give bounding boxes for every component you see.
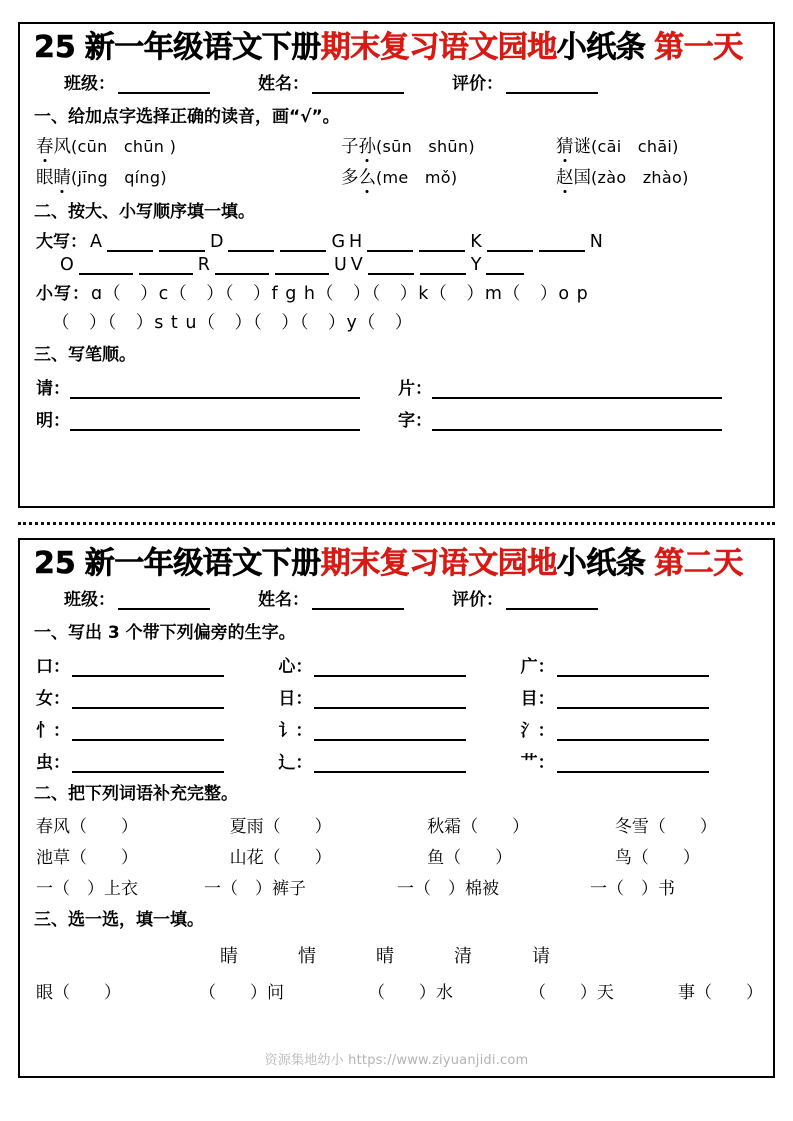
blank-item-shui[interactable]: （ ）水	[367, 982, 453, 1003]
word-item-chunfeng[interactable]: 春风（ ）	[36, 816, 138, 837]
letter-K: K	[470, 231, 482, 252]
letter-blank[interactable]	[79, 260, 133, 275]
q3-heading-day2: 三、选一选，填一填。	[34, 909, 204, 930]
dotted-cut-line	[18, 522, 775, 525]
radical-label: 艹：	[520, 752, 555, 773]
letter-blank[interactable]	[419, 237, 465, 252]
radical-blank[interactable]	[72, 660, 224, 677]
title-black-part-2: 小纸条	[556, 546, 646, 581]
pinyin-item-zhaoguo[interactable]	[556, 164, 756, 189]
radical-item-nv[interactable]	[36, 684, 278, 709]
pinyin-word: 眼睛	[36, 164, 71, 189]
pinyin-options[interactable]: (cāi chāi)	[591, 136, 679, 156]
measure-word-kuzi[interactable]: 一（ ）裤子	[204, 878, 306, 899]
letter-Y: Y	[470, 254, 482, 275]
pinyin-word: 春风	[36, 133, 71, 158]
radical-row-3	[30, 709, 763, 741]
title-red-day-label: 第一天	[654, 30, 743, 65]
stroke-order-item-zi[interactable]	[398, 406, 722, 431]
choice-char-qing-sunny[interactable]: 晴	[376, 945, 394, 967]
blank-item-shi[interactable]: 事（ ）	[678, 982, 764, 1003]
q1-heading-day2: 一、写出 3 个带下列偏旁的生字。	[34, 622, 296, 643]
radical-label: 虫：	[36, 752, 70, 773]
title-red-part-1: 期末复习语文园地	[320, 30, 557, 65]
stroke-order-blank[interactable]	[432, 414, 722, 431]
pinyin-word: 猜谜	[556, 133, 591, 158]
radical-label: 心：	[278, 656, 313, 677]
pinyin-options[interactable]: (sūn shūn)	[376, 136, 475, 156]
word-item-dongxue[interactable]: 冬雪（ ）	[614, 816, 717, 837]
letter-blank[interactable]	[539, 237, 585, 252]
letter-D: D	[209, 231, 224, 252]
student-info-row-day1	[30, 64, 763, 96]
letter-blank[interactable]	[420, 260, 466, 275]
radical-blank[interactable]	[314, 692, 466, 709]
pinyin-options[interactable]: (me mǒ)	[376, 167, 458, 187]
eval-label: 评价：	[452, 73, 503, 94]
radical-blank[interactable]	[557, 692, 709, 709]
watermark-text: 资源集地幼小 https://www.ziyuanjidi.com	[264, 1053, 529, 1068]
radical-label: 广：	[520, 656, 555, 677]
radical-item-caozitou[interactable]	[521, 748, 763, 773]
character-blank-row	[30, 968, 763, 1003]
letter-blank[interactable]	[368, 260, 414, 275]
radical-blank[interactable]	[72, 724, 224, 741]
worksheet-title-day2	[30, 546, 763, 580]
eval-label: 评价：	[452, 589, 503, 610]
word-item-niao[interactable]: 鸟（ ）	[614, 847, 700, 868]
word-completion-row-1	[30, 806, 763, 837]
radical-blank[interactable]	[314, 724, 466, 741]
letter-blank[interactable]	[215, 260, 269, 275]
pinyin-word: 赵国	[556, 164, 591, 189]
radical-item-ri[interactable]	[278, 684, 520, 709]
stroke-char-label: 请：	[36, 378, 70, 399]
class-label: 班级：	[64, 589, 115, 610]
title-red-part-1: 期末复习语文园地	[320, 546, 557, 581]
title-black-part-1: 新一年级语文下册	[84, 30, 321, 65]
student-info-row-day2	[30, 580, 763, 612]
cut-line-separator	[18, 508, 775, 538]
radical-label: 忄：	[36, 720, 70, 741]
stroke-char-label: 片：	[398, 378, 432, 399]
measure-word-mianbei[interactable]: 一（ ）棉被	[397, 878, 499, 899]
radical-item-shuxinpang[interactable]	[36, 716, 278, 741]
radical-item-chong[interactable]	[36, 748, 278, 773]
name-blank[interactable]	[312, 77, 404, 94]
pinyin-options[interactable]: (zào zhào)	[591, 167, 689, 187]
name-label: 姓名：	[258, 589, 309, 610]
title-number: 25	[34, 30, 76, 65]
letter-O: O	[60, 254, 74, 275]
blank-item-yan[interactable]: 眼（ ）	[36, 982, 121, 1003]
lowercase-sequence[interactable]: （ ）（ ）s t u（ ）（ ）（ ）y（ ）	[52, 312, 414, 333]
choice-char-qing-please[interactable]: 请	[532, 945, 550, 967]
uppercase-row-1	[30, 224, 763, 252]
letter-blank[interactable]	[159, 237, 205, 252]
radical-item-sandianshui[interactable]	[521, 716, 763, 741]
lowercase-row-1[interactable]	[30, 275, 763, 305]
letter-G: G	[331, 231, 346, 252]
radical-blank[interactable]	[314, 660, 466, 677]
class-label: 班级：	[64, 73, 115, 94]
q1-heading-day1: 一、给加点字选择正确的读音，画“√”。	[34, 106, 340, 127]
pinyin-options[interactable]: (jīng qíng)	[71, 167, 167, 187]
letter-blank[interactable]	[280, 237, 326, 252]
title-black-part-2: 小纸条	[556, 30, 646, 65]
q3-heading-day1: 三、写笔顺。	[34, 344, 136, 365]
eval-field[interactable]	[452, 69, 598, 94]
letter-H: H	[349, 231, 363, 252]
name-field[interactable]	[258, 69, 404, 94]
lowercase-row-2[interactable]	[30, 305, 763, 334]
pinyin-row-1	[30, 129, 763, 160]
q2-heading-day1: 二、按大、小写顺序填一填。	[34, 201, 255, 222]
measure-word-row	[30, 868, 763, 899]
stroke-order-item-qing[interactable]	[36, 374, 360, 399]
choice-char-jing-eye[interactable]: 睛	[220, 945, 238, 967]
radical-blank[interactable]	[72, 692, 224, 709]
radical-item-guang[interactable]	[521, 652, 763, 677]
blank-item-tian[interactable]: （ ）天	[528, 982, 614, 1003]
name-field[interactable]	[258, 585, 404, 610]
measure-word-shu[interactable]: 一（ ）书	[590, 878, 675, 899]
radical-blank[interactable]	[72, 756, 224, 773]
radical-row-2	[30, 677, 763, 709]
radical-label: 辶：	[278, 752, 313, 773]
letter-blank[interactable]	[487, 237, 533, 252]
pinyin-item-yanjing[interactable]	[36, 164, 341, 189]
eval-field[interactable]	[452, 585, 598, 610]
q2-heading-day2: 二、把下列词语补充完整。	[34, 783, 238, 804]
class-field[interactable]	[64, 69, 210, 94]
uppercase-row-2	[30, 252, 763, 275]
uppercase-label: 大写：	[36, 231, 87, 252]
stroke-order-item-pian[interactable]	[398, 374, 722, 399]
stroke-char-label: 明：	[36, 410, 70, 431]
radical-label: 氵：	[520, 720, 555, 741]
word-item-yu[interactable]: 鱼（ ）	[427, 847, 513, 868]
stroke-order-item-ming[interactable]	[36, 406, 360, 431]
letter-blank[interactable]	[367, 237, 413, 252]
choice-row-spacer	[30, 942, 220, 968]
radical-label: 女：	[36, 688, 70, 709]
choice-char-qing-feeling[interactable]: 情	[298, 945, 316, 967]
lowercase-sequence[interactable]: ɑ（ ）c（ ）（ ）f g h（ ）（ ）k（ ）m（ ）o p	[91, 283, 589, 304]
radical-item-kou[interactable]	[36, 652, 278, 677]
radical-label: 口：	[36, 656, 70, 677]
word-item-chicao[interactable]: 池草（ ）	[36, 847, 138, 868]
word-item-qiushuang[interactable]: 秋霜（ ）	[427, 816, 530, 837]
lowercase-label: 小写：	[36, 283, 90, 304]
radical-item-yanzipang[interactable]	[278, 716, 520, 741]
stroke-char-label: 字：	[398, 410, 432, 431]
worksheet-title-day1	[30, 30, 763, 64]
worksheet-card-day2	[18, 538, 775, 1078]
title-number: 25	[34, 546, 76, 581]
name-label: 姓名：	[258, 73, 309, 94]
stroke-order-row-1	[30, 367, 763, 399]
choice-char-qing-clear[interactable]: 清	[454, 945, 472, 967]
letter-blank[interactable]	[228, 237, 274, 252]
eval-blank[interactable]	[506, 593, 598, 610]
pinyin-row-2	[30, 160, 763, 191]
eval-blank[interactable]	[506, 77, 598, 94]
radical-label: 讠：	[278, 720, 313, 741]
letter-A: A	[90, 231, 102, 252]
letter-blank[interactable]	[275, 260, 329, 275]
word-item-xiayu[interactable]: 夏雨（ ）	[229, 816, 332, 837]
word-item-shanhua[interactable]: 山花（ ）	[229, 847, 332, 868]
radical-item-xin[interactable]	[278, 652, 520, 677]
radical-blank[interactable]	[557, 724, 709, 741]
stroke-order-blank[interactable]	[70, 382, 360, 399]
pinyin-item-chunfeng[interactable]	[36, 133, 341, 158]
radical-blank[interactable]	[557, 756, 709, 773]
radical-blank[interactable]	[557, 660, 709, 677]
radical-label: 目：	[520, 688, 555, 709]
character-choice-row	[30, 932, 763, 968]
radical-item-zouzhipang[interactable]	[278, 748, 520, 773]
pinyin-item-caimi[interactable]	[556, 133, 756, 158]
letter-U: U	[333, 254, 347, 275]
letter-N: N	[589, 231, 603, 252]
blank-item-wen[interactable]: （ ）问	[198, 982, 284, 1003]
radical-blank[interactable]	[314, 756, 466, 773]
class-blank[interactable]	[118, 77, 210, 94]
pinyin-item-zisun[interactable]	[341, 133, 556, 158]
radical-item-mu[interactable]	[521, 684, 763, 709]
title-black-part-1: 新一年级语文下册	[84, 546, 321, 581]
stroke-order-blank[interactable]	[70, 414, 360, 431]
class-blank[interactable]	[118, 593, 210, 610]
pinyin-word: 子孙	[341, 133, 376, 158]
radical-label: 日：	[278, 688, 313, 709]
letter-blank[interactable]	[107, 237, 153, 252]
title-red-day-label: 第二天	[654, 546, 743, 581]
radical-row-1	[30, 645, 763, 677]
letter-R: R	[197, 254, 210, 275]
radical-row-4	[30, 741, 763, 773]
class-field[interactable]	[64, 585, 210, 610]
word-completion-row-2	[30, 837, 763, 868]
letter-blank[interactable]	[486, 260, 524, 275]
name-blank[interactable]	[312, 593, 404, 610]
measure-word-shangyi[interactable]: 一（ ）上衣	[36, 878, 138, 899]
pinyin-item-duome[interactable]	[341, 164, 556, 189]
stroke-order-row-2	[30, 399, 763, 431]
worksheet-card-day1	[18, 22, 775, 508]
pinyin-options[interactable]: (cūn chūn )	[71, 136, 177, 156]
letter-V: V	[350, 254, 363, 275]
pinyin-word: 多么	[341, 164, 376, 189]
letter-blank[interactable]	[139, 260, 193, 275]
stroke-order-blank[interactable]	[432, 382, 722, 399]
